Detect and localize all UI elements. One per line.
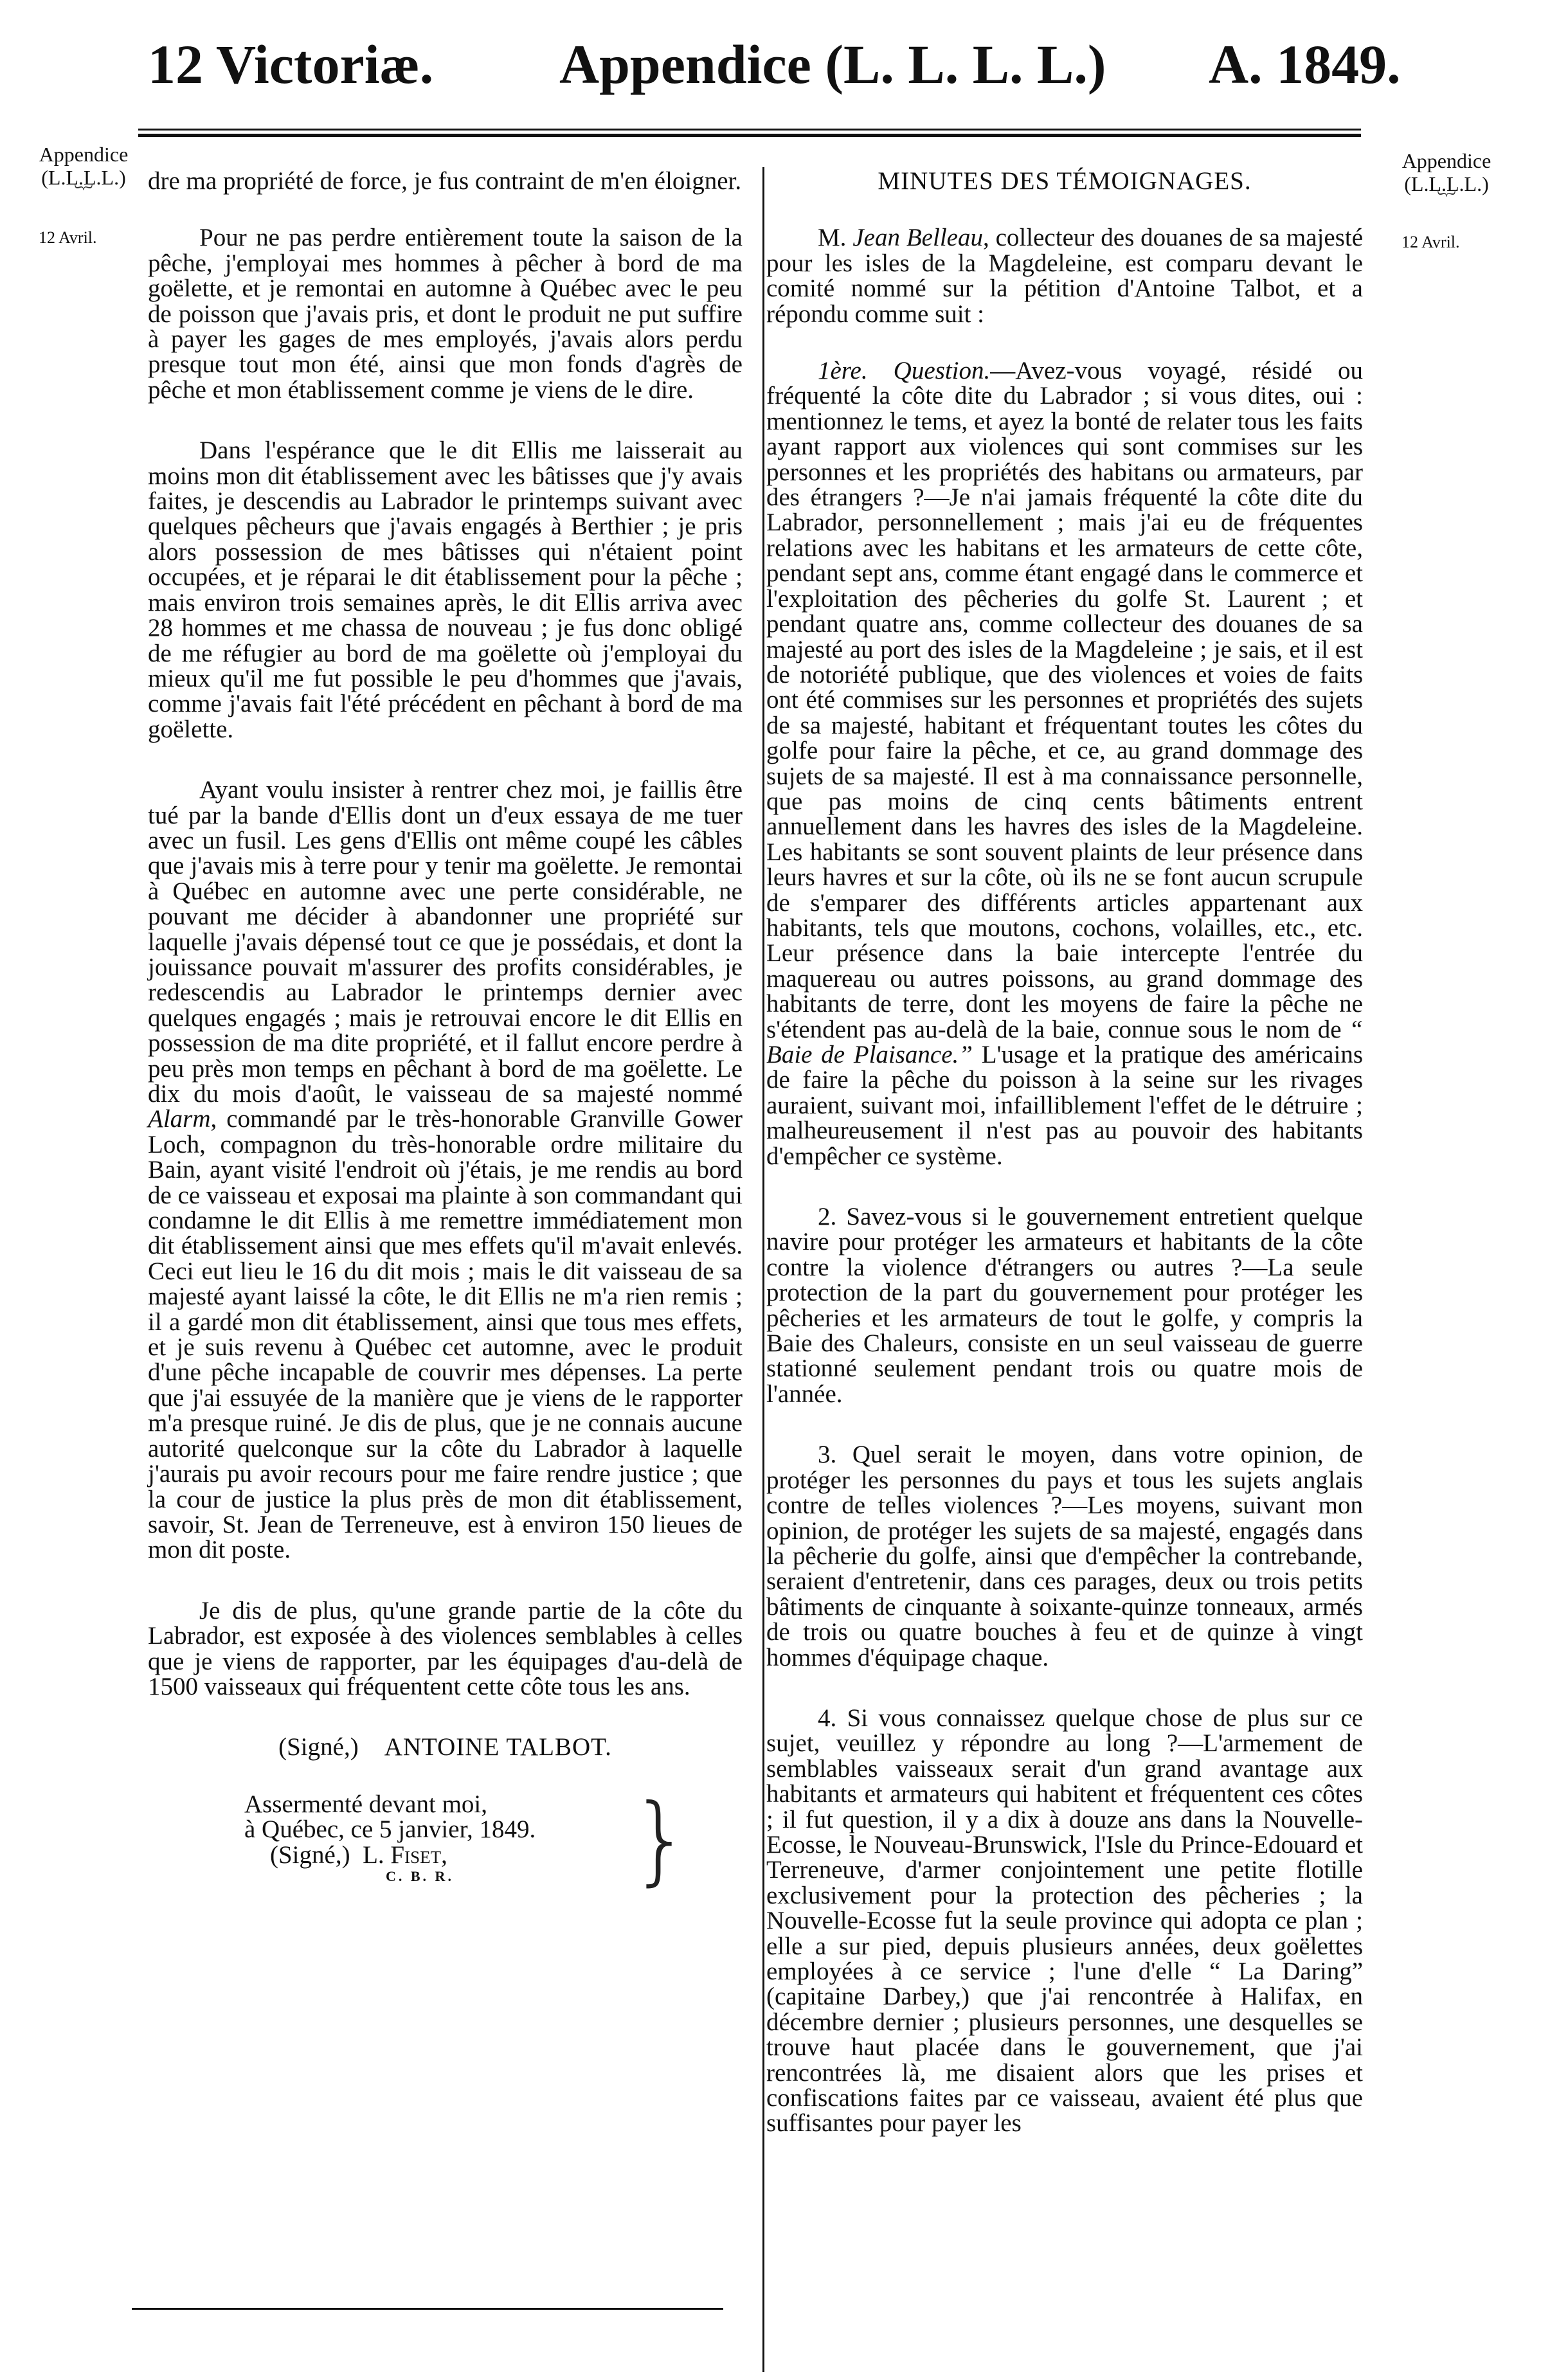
sworn-line-1: Assermenté devant moi, — [244, 1790, 487, 1818]
witness-intro — [766, 225, 1363, 327]
question-1-text: —Avez-vous voyagé, résidé ou fréquenté la côte dite du Labrador ; si vous dites, oui : mentionnez le tems, et ayez la bonté de relater tous les faits ayant rapport aux violences qui sont commises sur les personnes et les propriétés des habitans ou armateurs, par des étrangers ?—Je n'ai jamais fréquenté la côte dite du Labrador, personnellement ; mais j'ai eu de fréquentes relations avec les habitans et les armateurs de cette côte, pendant sept ans, comme étant engagé dans le commerce et l'exploitation des pêcheries du golfe St. Laurent ; et pendant quatre ans, comme collecteur des douanes de sa majesté au port des isles de la Magdeleine ; je sais, et il est de notoriété publique, que des violences et voies de faits ont été commises sur les personnes et propriétés des sujets de sa majesté, habitant et fréquentant toutes les côtes du golfe pour faire la pêche, et ce, au grand dommage des sujets de sa majesté. Il est à ma connaissance personnelle, que pas moins de cinq cents bâtiments entrent annuellement dans les havres des isles de la Magdeleine. Les habitants se sont souvent plaints de leur présence dans leurs havres et sur la côte, où ils ne se font aucun scrupule de s'emparer des différents articles appartenant aux habitants, tels que moutons, cochons, volailles, etc., etc. Leur présence dans la baie intercepte l'entrée du maquereau ou autres poissons, au grand dommage des habitants de terre, dont les moyens de faire la pêche ne s'étendent pas au-delà de la baie, connue sous le nom de — [766, 357, 1363, 1043]
left-paragraph-4 — [148, 777, 743, 1563]
question-1-text-end: L'usage et la pratique des américains de faire la pêche du poisson à la seine sur les rivages auraient, suivant moi, infailliblement l'effet de le détruire ; malheureusement il n'est pas au pouvoir des habitants d'empêcher ce système. — [766, 1041, 1363, 1170]
left-paragraph-3: Dans l'espérance que le dit Ellis me laisserait au moins mon dit établissement avec les bâtisses que j'y avais faites, je descendis au Labrador le printemps suivant avec quelques pêcheurs que j'avais engagés à Berthier ; je pris alors possession de mes bâtisses qui n'étaient point occupées, et je réparai le dit établissement pour la pêche ; mais environ trois semaines après, le dit Ellis arriva avec 28 hommes et me chassa de nouveau ; je fus donc obligé de me réfugier au bord de ma goëlette où j'employai du mieux qu'il me fut possible le peu d'hommes que j'avais, comme j'avais fait l'été précédent en pêchant à bord de ma goëlette. — [148, 437, 743, 743]
header-appendix-title: Appendice (L. L. L. L.) — [559, 33, 1106, 95]
left-paragraph-2: Pour ne pas perdre entièrement toute la saison de la pêche, j'employai mes hommes à pêcher à bord de ma goëlette, et je remontai en automne à Québec avec le peu de poisson que j'avais pris, et dont le produit ne put suffire à payer les gages de mes employés, j'avais alors perdu presque tout mon été, ainsi que mon fonds d'agrès de pêche et mon établissement comme je viens de le dire. — [148, 224, 743, 404]
right-margin-code: (L.L.L.L.) — [1404, 172, 1489, 195]
bay-name: “ Baie de Plaisance.” — [766, 1015, 1363, 1068]
sworn-signed-label: (Signé,) — [270, 1841, 350, 1869]
minutes-title: MINUTES DES TÉMOIGNAGES. — [878, 167, 1252, 195]
left-paragraph-4-part-a: Ayant voulu insister à rentrer chez moi, je faillis être tué par la bande d'Ellis dont un d'eux essaya de me tuer avec un fusil. Les gens d'Ellis ont même coupé les câbles que j'avais mis à terre pour y tenir ma goëlette. Je remontai à Québec en automne avec une perte considérable, ne pouvant me décider à abandonner une propriété sur laquelle j'avais dépensé tout ce que je possédais, et dont la jouissance pouvait m'assurer des profits considérables, je redescendis au Labrador le printemps dernier avec quelques engagés ; mais je retrouvai encore le dit Ellis en possession de ma dite propriété, et il fallut encore perdre à peu près mon temps en pêchant à bord de ma goëlette. Le dix du mois d'août, le vaisseau de sa majesté nommé — [148, 776, 743, 1108]
left-margin-note — [19, 143, 148, 204]
sworn-name: L. Fiset, — [363, 1841, 447, 1869]
left-column-end-rule — [132, 2308, 723, 2310]
sworn-title: C. B. R. — [386, 1868, 454, 1884]
question-4: 4. Si vous connaissez quelque chose de plus sur ce sujet, veuillez y répondre au long ?—L'armement de semblables vaisseaux serait d'un grand avantage aux habitants et armateurs qui habitent et fréquentent ces côtes ; il fut question, il y a dix à douze ans dans la Nouvelle-Ecosse, le Nouveau-Brunswick, l'Isle du Prince-Edouard et Terreneuve, d'armer conjointement une petite flotille exclusivement pour la protection des pêcheries ; la Nouvelle-Ecosse fut la seule province qui adopta ce plan ; elle a sur pied, depuis plusieurs années, deux goëlettes employées à ce service ; l'une d'elle “ La Daring” (capitaine Darbey,) que j'ai rencontrée à Halifax, en décembre dernier ; plusieurs personnes, une desquelles se trouve haut placée dans le gouvernement, que j'ai rencontrées là, me disaient alors que les prises et confiscations faites par ce vaisseau, avaient été plus que suffisantes pour payer les — [766, 1704, 1363, 2138]
left-margin-date: 12 Avril. — [39, 228, 97, 247]
question-2: 2. Savez-vous si le gouvernement entretient quelque navire pour protéger les armateurs et habitants de la côte contre la violence d'étrangers ou autres ?—La seule protection de la part du gouvernement pour protéger les pêcheries et les armateurs de tout le golfe, y compris la Baie des Chaleurs, consiste en un seul vaisseau de guerre stationné seulement pendant trois ou quatre mois de l'année. — [766, 1203, 1363, 1408]
left-paragraph-5: Je dis de plus, qu'une grande partie de la côte du Labrador, est exposée à des violences semblables à celles que je viens de rapporter, par les équipages d'au-delà de 1500 vaisseaux qui fréquentent cette côte tous les ans. — [148, 1596, 743, 1700]
question-1-label: 1ère. Question. — [818, 357, 991, 385]
right-column — [766, 168, 1363, 2136]
sworn-statement — [244, 1783, 692, 1896]
witness-name: Jean Belleau — [852, 224, 983, 252]
left-margin-code: (L.L.L.L.) — [41, 166, 126, 189]
signature-line — [148, 1734, 743, 1760]
right-margin-date: 12 Avril. — [1401, 233, 1460, 251]
signer-name: ANTOINE TALBOT. — [384, 1733, 612, 1761]
intro-rest: , collecteur des douanes de sa majesté pour les isles de la Magdeleine, est comparu devant le comité nommé sur la pétition d'Antoine Talbot, et a répondu comme suit : — [766, 224, 1364, 328]
intro-prefix: M. — [818, 224, 847, 252]
left-column — [148, 167, 743, 1896]
header-rule-thin — [138, 129, 1361, 130]
question-1 — [766, 358, 1363, 1169]
right-margin-note — [1382, 149, 1511, 211]
signed-label: (Signé,) — [278, 1733, 359, 1761]
left-margin-brace: ︸ — [74, 184, 93, 204]
ship-name: Alarm — [148, 1105, 211, 1133]
sworn-line-2: à Québec, ce 5 janvier, 1849. — [244, 1815, 536, 1844]
right-margin-brace: ︸ — [1437, 191, 1455, 211]
question-3: 3. Quel serait le moyen, dans votre opinion, de protéger les personnes du pays et tous les sujets anglais contre de telles violences ?—Les moyens, suivant mon opinion, de protéger les sujets de sa majesté, engagés dans la pêcherie du golfe, ainsi que d'empêcher la contrebande, seraient d'entretenir, dans ces parages, deux ou trois petits bâtiments de cinquante à soixante-quinze tonneaux, armés de trois ou quatre bouches à feu et de quinze à vingt hommes d'équipage chaque. — [766, 1441, 1363, 1671]
page-header — [0, 0, 1568, 129]
column-divider — [762, 167, 764, 2372]
left-paragraph-continued: dre ma propriété de force, je fus contraint de m'en éloigner. — [148, 167, 742, 195]
sworn-brace: } — [630, 1783, 692, 1896]
header-volume: 12 Victoriæ. — [148, 33, 434, 95]
sworn-signature — [244, 1842, 643, 1868]
header-rule-thick — [138, 134, 1361, 137]
right-margin-label: Appendice — [1401, 149, 1491, 172]
left-paragraph-4-part-b: , commandé par le très-honorable Granville Gower Loch, compagnon du très-honorable ordre militaire du Bain, ayant visité l'endroit où j'étais, je me rendis au bord de ce vaisseau et exposai ma plainte à son commandant qui condamne le dit Ellis à me remettre immédiatement mon dit établissement ainsi que mes effets qu'il m'avait enlevés. Ceci eut lieu le 16 du dit mois ; mais le dit vaisseau de sa majesté ayant laissé la côte, le dit Ellis ne m'a rien remis ; il a gardé mon dit établissement, ainsi que tous mes effets, et je suis revenu à Québec cet automne, avec le produit d'une pêche incapable de couvrir mes dépenses. La perte que j'ai essuyée de la manière que je viens de le rapporter m'a presque ruiné. Je dis de plus, que je ne connais aucune autorité quelconque sur la côte du Labrador à laquelle j'aurais pu avoir recours pour me faire rendre justice ; que la cour de justice la plus près de mon dit établissement, savoir, St. Jean de Terreneuve, est à environ 150 lieues de mon dit poste. — [148, 1105, 743, 1564]
header-year: A. 1849. — [1209, 33, 1401, 95]
left-margin-label: Appendice — [39, 143, 129, 166]
